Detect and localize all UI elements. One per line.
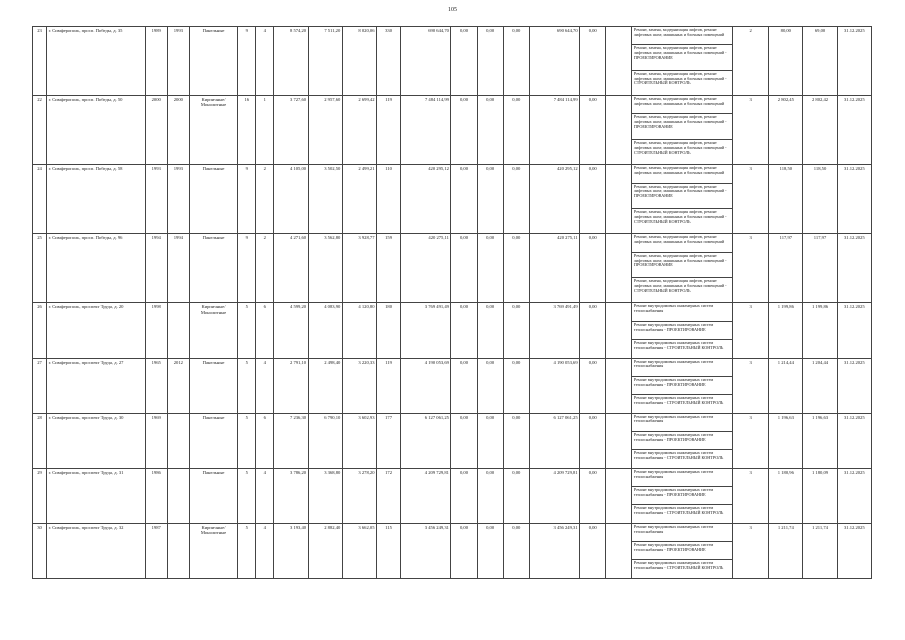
year-overhaul-cell <box>167 413 189 468</box>
limit-cost-cell: 117,97 <box>803 234 837 303</box>
living-area-cell: 2 957,60 <box>308 96 342 165</box>
deadline-cell: 31.12.2025 <box>837 96 871 165</box>
cost-fund-cell: 0,00 <box>451 303 477 358</box>
residents-cell: 119 <box>376 96 400 165</box>
residents-cell: 159 <box>376 234 400 303</box>
unit-cost-cell: 1 199,86 <box>769 303 803 358</box>
cost-fund-cell: 0,00 <box>451 96 477 165</box>
work-type-cell: Ремонт внутридомовых инженерных систем теплоснабжения <box>632 468 733 486</box>
address-cell: г. Симферополь, проспект Труда, д. 20 <box>47 303 146 358</box>
work-type-cell: Ремонт внутридомовых инженерных систем теплоснабжения <box>632 413 733 431</box>
total-area-cell: 4 599,20 <box>274 303 308 358</box>
year-built-cell: 1965 <box>145 358 167 413</box>
total-cost-cell: 3 456 249,31 <box>401 523 451 578</box>
cost-owners-cell: 420 295,12 <box>529 165 579 234</box>
cost-municipal-cell: 0,00 <box>503 413 529 468</box>
cost-region-cell: 0,00 <box>477 303 503 358</box>
blank-cell <box>606 413 632 468</box>
deadline-cell: 31.12.2025 <box>837 523 871 578</box>
residents-cell: 119 <box>376 358 400 413</box>
residential-area-cell: 3 602,93 <box>342 413 376 468</box>
limit-cost-cell: 1 211,74 <box>803 523 837 578</box>
entrances-cell: 4 <box>256 27 274 96</box>
residents-cell: 177 <box>376 413 400 468</box>
blank-cell <box>606 165 632 234</box>
total-area-cell: 3 727,60 <box>274 96 308 165</box>
work-type-cell: Ремонт, замена, модернизация лифтов, ремонт лифтовых шахт, машинных и блочных помещений <box>632 165 733 183</box>
cost-owners-cell: 3 456 249,31 <box>529 523 579 578</box>
address-cell: г. Симферополь, просп. Победы, д. 35 <box>47 27 146 96</box>
row-number: 28 <box>33 413 47 468</box>
residents-cell: 110 <box>376 165 400 234</box>
work-type-cell: Ремонт внутридомовых инженерных систем теплоснабжения - ПРОЕКТИРОВАНИЕ <box>632 431 733 449</box>
residential-area-cell: 2 499,21 <box>342 165 376 234</box>
residents-cell: 330 <box>376 27 400 96</box>
year-built-cell: 1987 <box>145 523 167 578</box>
work-type-cell: Ремонт внутридомовых инженерных систем теплоснабжения - СТРОИТЕЛЬНЫЙ КОНТРОЛЬ <box>632 505 733 523</box>
total-area-cell: 8 574,20 <box>274 27 308 96</box>
total-cost-cell: 420 275,11 <box>401 234 451 303</box>
wall-material-cell: Панельные <box>189 468 237 523</box>
unit-cost-cell: 118,50 <box>769 165 803 234</box>
address-cell: г. Симферополь, просп. Победы, д. 58 <box>47 165 146 234</box>
living-area-cell: 6 790,10 <box>308 413 342 468</box>
cost-region-cell: 0,00 <box>477 413 503 468</box>
cost-other-cell: 0,00 <box>580 96 606 165</box>
address-cell: г. Симферополь, проспект Труда, д. 27 <box>47 358 146 413</box>
cost-other-cell: 0,00 <box>580 165 606 234</box>
lifts-count-cell: 3 <box>733 165 769 234</box>
entrances-cell: 4 <box>256 358 274 413</box>
blank-cell <box>606 96 632 165</box>
blank-cell <box>606 234 632 303</box>
limit-cost-cell: 1 196,63 <box>803 413 837 468</box>
cost-municipal-cell: 0,00 <box>503 27 529 96</box>
living-area-cell: 3 368,80 <box>308 468 342 523</box>
cost-region-cell: 0,00 <box>477 96 503 165</box>
deadline-cell: 31.12.2025 <box>837 358 871 413</box>
cost-municipal-cell: 0,00 <box>503 358 529 413</box>
row-number: 30 <box>33 523 47 578</box>
residential-area-cell: 2 699,42 <box>342 96 376 165</box>
work-type-cell: Ремонт, замена, модернизация лифтов, ремонт лифтовых шахт, машинных и блочных помещений - ПРОЕКТИРОВАНИЕ <box>632 114 733 139</box>
cost-owners-cell: 7 484 114,99 <box>529 96 579 165</box>
entrances-cell: 2 <box>256 165 274 234</box>
floors-cell: 16 <box>238 96 256 165</box>
table-row <box>33 413 872 431</box>
lifts-count-cell: 3 <box>733 358 769 413</box>
cost-owners-cell: 4 190 053,69 <box>529 358 579 413</box>
year-built-cell: 1986 <box>145 468 167 523</box>
lifts-count-cell: 3 <box>733 413 769 468</box>
cost-municipal-cell: 0,00 <box>503 303 529 358</box>
total-cost-cell: 690 644,70 <box>401 27 451 96</box>
deadline-cell: 31.12.2025 <box>837 27 871 96</box>
total-area-cell: 3 786,20 <box>274 468 308 523</box>
year-overhaul-cell: 2012 <box>167 358 189 413</box>
work-type-cell: Ремонт, замена, модернизация лифтов, ремонт лифтовых шахт, машинных и блочных помещений <box>632 27 733 45</box>
cost-municipal-cell: 0,00 <box>503 523 529 578</box>
work-type-cell: Ремонт внутридомовых инженерных систем теплоснабжения - СТРОИТЕЛЬНЫЙ КОНТРОЛЬ <box>632 450 733 468</box>
table-row <box>33 27 872 45</box>
cost-fund-cell: 0,00 <box>451 165 477 234</box>
lifts-count-cell: 3 <box>733 303 769 358</box>
cost-other-cell: 0,00 <box>580 303 606 358</box>
unit-cost-cell: 1 211,74 <box>769 523 803 578</box>
floors-cell: 5 <box>238 468 256 523</box>
residential-area-cell: 4 120,80 <box>342 303 376 358</box>
year-built-cell: 1994 <box>145 234 167 303</box>
cost-region-cell: 0,00 <box>477 468 503 523</box>
floors-cell: 5 <box>238 523 256 578</box>
cost-other-cell: 0,00 <box>580 358 606 413</box>
cost-fund-cell: 0,00 <box>451 358 477 413</box>
unit-cost-cell: 80,00 <box>769 27 803 96</box>
work-type-cell: Ремонт внутридомовых инженерных систем теплоснабжения <box>632 303 733 321</box>
table-row <box>33 468 872 486</box>
floors-cell: 9 <box>238 27 256 96</box>
deadline-cell: 31.12.2025 <box>837 468 871 523</box>
work-type-cell: Ремонт, замена, модернизация лифтов, ремонт лифтовых шахт, машинных и блочных помещений - ПРОЕКТИРОВАНИЕ <box>632 183 733 208</box>
limit-cost-cell: 118,50 <box>803 165 837 234</box>
row-number: 29 <box>33 468 47 523</box>
row-number: 24 <box>33 165 47 234</box>
year-overhaul-cell <box>167 468 189 523</box>
cost-fund-cell: 0,00 <box>451 413 477 468</box>
total-cost-cell: 6 127 061,25 <box>401 413 451 468</box>
total-area-cell: 7 236,30 <box>274 413 308 468</box>
lifts-count-cell: 2 <box>733 27 769 96</box>
entrances-cell: 4 <box>256 468 274 523</box>
living-area-cell: 3 562,80 <box>308 234 342 303</box>
work-type-cell: Ремонт внутридомовых инженерных систем теплоснабжения - ПРОЕКТИРОВАНИЕ <box>632 321 733 339</box>
table-row <box>33 303 872 321</box>
lifts-count-cell: 3 <box>733 523 769 578</box>
total-area-cell: 3 193,40 <box>274 523 308 578</box>
lifts-count-cell: 3 <box>733 468 769 523</box>
entrances-cell: 1 <box>256 96 274 165</box>
cost-other-cell: 0,00 <box>580 523 606 578</box>
entrances-cell: 2 <box>256 234 274 303</box>
wall-material-cell: Кирпичные/Монолитные <box>189 303 237 358</box>
work-type-cell: Ремонт, замена, модернизация лифтов, ремонт лифтовых шахт, машинных и блочных помещений <box>632 234 733 252</box>
entrances-cell: 4 <box>256 523 274 578</box>
unit-cost-cell: 1 180,96 <box>769 468 803 523</box>
unit-cost-cell: 1 196,63 <box>769 413 803 468</box>
total-area-cell: 4 105,00 <box>274 165 308 234</box>
living-area-cell: 2 498,40 <box>308 358 342 413</box>
unit-cost-cell: 2 802,45 <box>769 96 803 165</box>
floors-cell: 5 <box>238 303 256 358</box>
table-row <box>33 96 872 114</box>
work-type-cell: Ремонт внутридомовых инженерных систем теплоснабжения - ПРОЕКТИРОВАНИЕ <box>632 487 733 505</box>
address-cell: г. Симферополь, просп. Победы, д. 50 <box>47 96 146 165</box>
cost-fund-cell: 0,00 <box>451 27 477 96</box>
cost-fund-cell: 0,00 <box>451 234 477 303</box>
work-type-cell: Ремонт внутридомовых инженерных систем теплоснабжения - СТРОИТЕЛЬНЫЙ КОНТРОЛЬ <box>632 340 733 358</box>
cost-region-cell: 0,00 <box>477 27 503 96</box>
floors-cell: 9 <box>238 234 256 303</box>
wall-material-cell: Панельные <box>189 358 237 413</box>
cost-fund-cell: 0,00 <box>451 468 477 523</box>
work-type-cell: Ремонт внутридомовых инженерных систем теплоснабжения - СТРОИТЕЛЬНЫЙ КОНТРОЛЬ <box>632 395 733 413</box>
wall-material-cell: Кирпичные/Монолитные <box>189 523 237 578</box>
cost-owners-cell: 6 127 061,25 <box>529 413 579 468</box>
unit-cost-cell: 117,97 <box>769 234 803 303</box>
total-cost-cell: 4 209 729,81 <box>401 468 451 523</box>
unit-cost-cell: 1 214,44 <box>769 358 803 413</box>
limit-cost-cell: 69,00 <box>803 27 837 96</box>
work-type-cell: Ремонт внутридомовых инженерных систем теплоснабжения - ПРОЕКТИРОВАНИЕ <box>632 542 733 560</box>
cost-region-cell: 0,00 <box>477 165 503 234</box>
cost-other-cell: 0,00 <box>580 234 606 303</box>
deadline-cell: 31.12.2025 <box>837 234 871 303</box>
cost-region-cell: 0,00 <box>477 358 503 413</box>
work-type-cell: Ремонт, замена, модернизация лифтов, ремонт лифтовых шахт, машинных и блочных помещений - ПРОЕКТИРОВАНИЕ <box>632 45 733 70</box>
year-overhaul-cell <box>167 303 189 358</box>
lifts-count-cell: 3 <box>733 234 769 303</box>
wall-material-cell: Панельные <box>189 413 237 468</box>
table-row <box>33 523 872 541</box>
cost-other-cell: 0,00 <box>580 413 606 468</box>
table-row <box>33 358 872 376</box>
floors-cell: 9 <box>238 165 256 234</box>
row-number: 23 <box>33 27 47 96</box>
total-cost-cell: 7 484 114,99 <box>401 96 451 165</box>
work-type-cell: Ремонт, замена, модернизация лифтов, ремонт лифтовых шахт, машинных и блочных помещений <box>632 96 733 114</box>
work-type-cell: Ремонт, замена, модернизация лифтов, ремонт лифтовых шахт, машинных и блочных помещений - СТРОИТЕЛЬНЫЙ КОНТРОЛЬ <box>632 278 733 303</box>
address-cell: г. Симферополь, просп. Победы, д. 96 <box>47 234 146 303</box>
cost-owners-cell: 690 644,70 <box>529 27 579 96</box>
cost-owners-cell: 4 209 729,81 <box>529 468 579 523</box>
blank-cell <box>606 358 632 413</box>
living-area-cell: 2 882,40 <box>308 523 342 578</box>
year-overhaul-cell: 2000 <box>167 96 189 165</box>
living-area-cell: 4 083,90 <box>308 303 342 358</box>
total-cost-cell: 420 295,12 <box>401 165 451 234</box>
cost-municipal-cell: 0,00 <box>503 96 529 165</box>
wall-material-cell: Панельные <box>189 165 237 234</box>
floors-cell: 5 <box>238 358 256 413</box>
deadline-cell: 31.12.2025 <box>837 303 871 358</box>
work-type-cell: Ремонт внутридомовых инженерных систем теплоснабжения <box>632 523 733 541</box>
year-built-cell: 1969 <box>145 413 167 468</box>
table-row <box>33 234 872 252</box>
year-overhaul-cell: 1993 <box>167 165 189 234</box>
limit-cost-cell: 1 204,44 <box>803 358 837 413</box>
row-number: 26 <box>33 303 47 358</box>
blank-cell <box>606 303 632 358</box>
limit-cost-cell: 2 802,42 <box>803 96 837 165</box>
cost-other-cell: 0,00 <box>580 27 606 96</box>
limit-cost-cell: 1 180,09 <box>803 468 837 523</box>
cost-region-cell: 0,00 <box>477 234 503 303</box>
cost-other-cell: 0,00 <box>580 468 606 523</box>
address-cell: г. Симферополь, проспект Труда, д. 30 <box>47 413 146 468</box>
row-number: 22 <box>33 96 47 165</box>
deadline-cell: 31.12.2025 <box>837 165 871 234</box>
cost-region-cell: 0,00 <box>477 523 503 578</box>
table-row <box>33 165 872 183</box>
cost-municipal-cell: 0,00 <box>503 165 529 234</box>
address-cell: г. Симферополь, проспект Труда, д. 31 <box>47 468 146 523</box>
lifts-count-cell: 3 <box>733 96 769 165</box>
cost-fund-cell: 0,00 <box>451 523 477 578</box>
year-overhaul-cell: 1994 <box>167 234 189 303</box>
address-cell: г. Симферополь, проспект Труда, д. 32 <box>47 523 146 578</box>
entrances-cell: 6 <box>256 303 274 358</box>
work-type-cell: Ремонт внутридомовых инженерных систем теплоснабжения <box>632 358 733 376</box>
total-cost-cell: 3 769 491,49 <box>401 303 451 358</box>
year-overhaul-cell <box>167 523 189 578</box>
blank-cell <box>606 468 632 523</box>
row-number: 25 <box>33 234 47 303</box>
row-number: 27 <box>33 358 47 413</box>
year-overhaul-cell: 1993 <box>167 27 189 96</box>
entrances-cell: 6 <box>256 413 274 468</box>
limit-cost-cell: 1 199,86 <box>803 303 837 358</box>
residents-cell: 115 <box>376 523 400 578</box>
floors-cell: 5 <box>238 413 256 468</box>
deadline-cell: 31.12.2025 <box>837 413 871 468</box>
living-area-cell: 3 502,50 <box>308 165 342 234</box>
page-number: 105 <box>448 7 457 13</box>
work-type-cell: Ремонт внутридомовых инженерных систем теплоснабжения - ПРОЕКТИРОВАНИЕ <box>632 376 733 394</box>
total-area-cell: 2 791,10 <box>274 358 308 413</box>
residential-area-cell: 3 662,05 <box>342 523 376 578</box>
year-built-cell: 1993 <box>145 165 167 234</box>
residential-area-cell: 3 928,77 <box>342 234 376 303</box>
living-area-cell: 7 511,20 <box>308 27 342 96</box>
cost-owners-cell: 3 769 491,49 <box>529 303 579 358</box>
residential-area-cell: 3 220,33 <box>342 358 376 413</box>
residents-cell: 180 <box>376 303 400 358</box>
year-built-cell: 2000 <box>145 96 167 165</box>
work-type-cell: Ремонт, замена, модернизация лифтов, ремонт лифтовых шахт, машинных и блочных помещений - ПРОЕКТИРОВАНИЕ <box>632 252 733 277</box>
wall-material-cell: Панельные <box>189 27 237 96</box>
wall-material-cell: Панельные <box>189 234 237 303</box>
cost-owners-cell: 420 275,11 <box>529 234 579 303</box>
year-built-cell: 1998 <box>145 303 167 358</box>
total-area-cell: 4 271,60 <box>274 234 308 303</box>
work-type-cell: Ремонт, замена, модернизация лифтов, ремонт лифтовых шахт, машинных и блочных помещений - СТРОИТЕЛЬНЫЙ КОНТРОЛЬ <box>632 208 733 233</box>
blank-cell <box>606 523 632 578</box>
residents-cell: 172 <box>376 468 400 523</box>
total-cost-cell: 4 190 053,69 <box>401 358 451 413</box>
wall-material-cell: Кирпичные/Монолитные <box>189 96 237 165</box>
year-built-cell: 1989 <box>145 27 167 96</box>
cost-municipal-cell: 0,00 <box>503 234 529 303</box>
residential-area-cell: 8 020,06 <box>342 27 376 96</box>
cost-municipal-cell: 0,00 <box>503 468 529 523</box>
blank-cell <box>606 27 632 96</box>
work-type-cell: Ремонт, замена, модернизация лифтов, ремонт лифтовых шахт, машинных и блочных помещений - СТРОИТЕЛЬНЫЙ КОНТРОЛЬ <box>632 139 733 164</box>
housing-register-table <box>32 26 872 579</box>
work-type-cell: Ремонт, замена, модернизация лифтов, ремонт лифтовых шахт, машинных и блочных помещений - СТРОИТЕЛЬНЫЙ КОНТРОЛЬ <box>632 70 733 95</box>
work-type-cell: Ремонт внутридомовых инженерных систем теплоснабжения - СТРОИТЕЛЬНЫЙ КОНТРОЛЬ <box>632 560 733 579</box>
residential-area-cell: 3 278,20 <box>342 468 376 523</box>
